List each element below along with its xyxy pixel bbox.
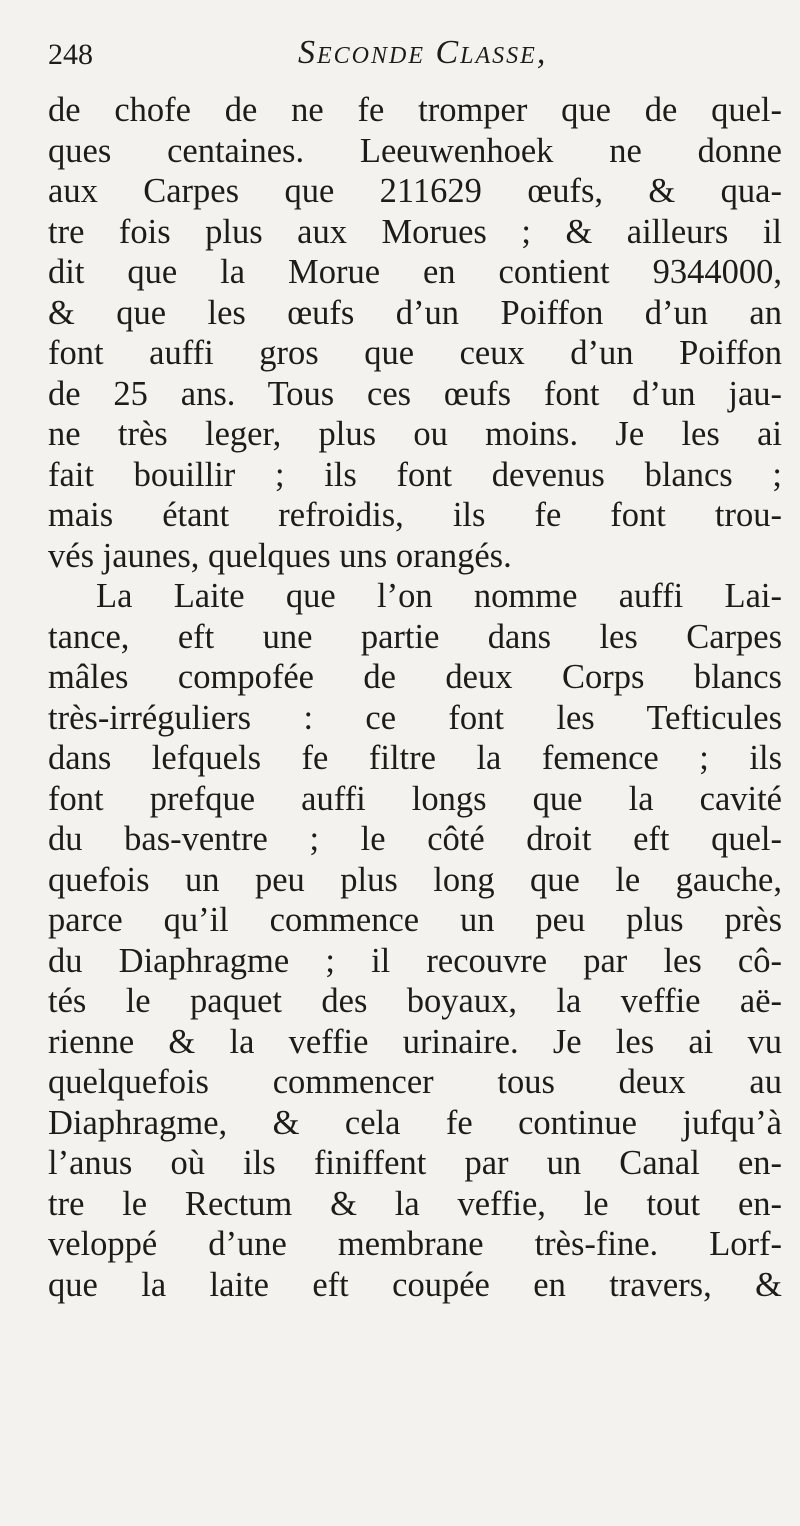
text-line: tance, eft une partie dans les Carpes	[48, 617, 782, 656]
text-line: que la laite eft coupée en travers, &	[48, 1265, 782, 1304]
text-line: vés jaunes, quelques uns orangés.	[48, 536, 512, 575]
text-line: veloppé d’une membrane très-fine. Lorf-	[48, 1225, 782, 1263]
text-line: ne très leger, plus ou moins. Je les ai	[48, 415, 782, 453]
text-line: tre fois plus aux Morues ; & ailleurs il	[48, 212, 782, 251]
text-line: ques centaines. Leeuwenhoek ne donne	[48, 131, 782, 170]
text-line: font auffi gros que ceux d’un Poiffon	[48, 334, 782, 372]
text-line: parce qu’il commence un peu plus près	[48, 901, 782, 939]
text-line: dit que la Morue en contient 9344000,	[48, 253, 782, 291]
running-head: Seconde Classe,	[298, 34, 548, 71]
text-line: aux Carpes que 211629 œufs, & qua-	[48, 172, 782, 210]
text-line: quelquefois commencer tous deux au	[48, 1063, 782, 1101]
text-line: La Laite que l’on nomme auffi Lai-	[96, 577, 782, 615]
text-line: fait bouillir ; ils font devenus blancs ;	[48, 455, 782, 494]
text-line: & que les œufs d’un Poiffon d’un an	[48, 293, 782, 332]
text-line: du Diaphragme ; il recouvre par les cô-	[48, 941, 782, 980]
text-line: de chofe de ne fe tromper que de quel-	[48, 91, 782, 129]
page-number: 248	[48, 38, 93, 71]
body-text	[48, 90, 782, 1305]
text-line: mâles compofée de deux Corps blancs	[48, 658, 782, 696]
text-line: rienne & la veffie urinaire. Je les ai vu	[48, 1022, 782, 1061]
text-line: de 25 ans. Tous ces œufs font d’un jau-	[48, 374, 782, 413]
text-line: Diaphragme, & cela fe continue jufqu’à	[48, 1103, 782, 1142]
text-line: font prefque auffi longs que la cavité	[48, 779, 782, 818]
text-line: quefois un peu plus long que le gauche,	[48, 860, 782, 899]
text-line: l’anus où ils finiffent par un Canal en-	[48, 1144, 782, 1182]
text-line: mais étant refroidis, ils fe font trou-	[48, 496, 782, 534]
text-line: très-irréguliers : ce font les Tefticules	[48, 698, 782, 737]
text-line: tés le paquet des boyaux, la veffie aë-	[48, 982, 782, 1020]
text-line: du bas-ventre ; le côté droit eft quel-	[48, 820, 782, 858]
text-line: dans lefquels fe filtre la femence ; ils	[48, 739, 782, 777]
page-header	[48, 32, 782, 90]
text-line: tre le Rectum & la veffie, le tout en-	[48, 1184, 782, 1223]
